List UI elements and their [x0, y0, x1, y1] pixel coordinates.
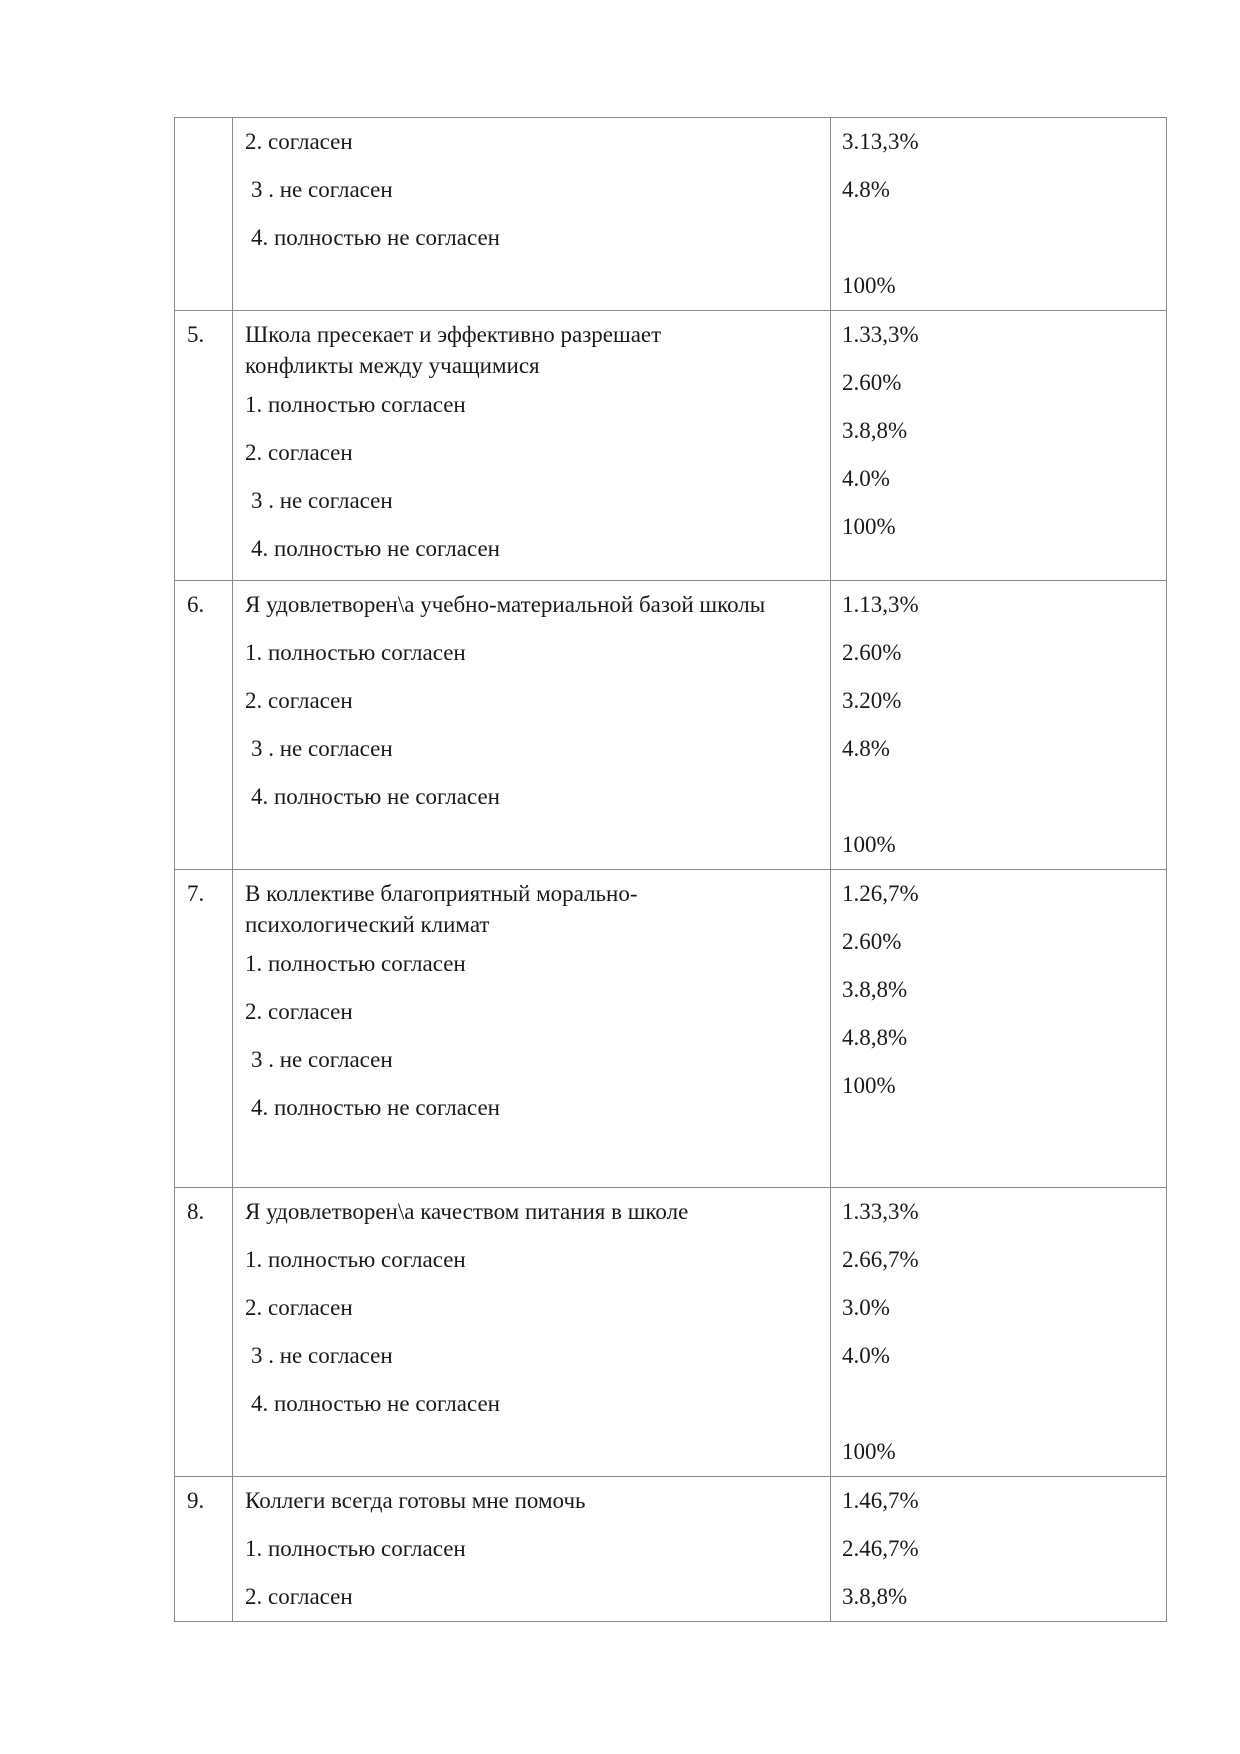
question-text: Я удовлетворен\а учебно-материальной базой школы: [245, 592, 766, 617]
percent-value: 2.66,7%: [842, 1247, 919, 1272]
question-text: Я удовлетворен\а качеством питания в школе: [245, 1199, 689, 1224]
percent-value: 2.60%: [842, 640, 902, 665]
percent-value: 1.13,3%: [842, 592, 919, 617]
percent-value: 4.8,8%: [842, 1025, 908, 1050]
question-text: В коллективе благоприятный морально-психологический климат: [245, 881, 638, 937]
answer-option: 1. полностью согласен: [245, 640, 466, 665]
row-number: 7.: [187, 881, 205, 906]
percent-value: 3.20%: [842, 688, 902, 713]
percent-cell: [831, 311, 1167, 581]
percent-value: 3.13,3%: [842, 129, 919, 154]
answer-option: 1. полностью согласен: [245, 1247, 466, 1272]
question-text: Коллеги всегда готовы мне помочь: [245, 1488, 586, 1513]
row-number: 8.: [187, 1199, 205, 1224]
question-text: Школа пресекает и эффективно разрешает конфликты между учащимися: [245, 322, 662, 378]
percent-value: 3.0%: [842, 1295, 890, 1320]
percent-total: 100%: [842, 1073, 896, 1098]
percent-value: 3.8,8%: [842, 418, 908, 443]
percent-value: 1.33,3%: [842, 1199, 919, 1224]
question-cell: [233, 118, 831, 311]
row-number-cell: [175, 870, 233, 1188]
answer-option: 2. согласен: [245, 1584, 353, 1609]
table-row: [175, 1188, 1167, 1477]
percent-value: 4.8%: [842, 736, 890, 761]
table-row: [175, 311, 1167, 581]
percent-cell: [831, 581, 1167, 870]
percent-total: 100%: [842, 1439, 896, 1464]
row-number: 5.: [187, 322, 205, 347]
answer-option: 2. согласен: [245, 999, 353, 1024]
percent-value: 3.8,8%: [842, 977, 908, 1002]
answer-option: 4. полностью не согласен: [251, 784, 500, 809]
percent-value: [842, 773, 1156, 821]
percent-value: [842, 214, 1156, 262]
percent-value: 2.46,7%: [842, 1536, 919, 1561]
question-cell: [233, 1477, 831, 1622]
answer-option: 4. полностью не согласен: [251, 1391, 500, 1416]
percent-value: [842, 1380, 1156, 1428]
percent-cell: [831, 1188, 1167, 1477]
percent-value: 4.0%: [842, 466, 890, 491]
answer-option: 4. полностью не согласен: [251, 536, 500, 561]
row-number: 6.: [187, 592, 205, 617]
percent-value: 2.60%: [842, 929, 902, 954]
percent-cell: [831, 118, 1167, 311]
answer-option: 1. полностью согласен: [245, 392, 466, 417]
question-cell: [233, 581, 831, 870]
percent-total: 100%: [842, 832, 896, 857]
answer-option: 3 . не согласен: [251, 177, 393, 202]
question-cell: [233, 311, 831, 581]
answer-option: 2. согласен: [245, 688, 353, 713]
percent-value: 1.26,7%: [842, 881, 919, 906]
table-row: [175, 118, 1167, 311]
percent-total: 100%: [842, 273, 896, 298]
answer-option: 4. полностью не согласен: [251, 1095, 500, 1120]
answer-option: 1. полностью согласен: [245, 1536, 466, 1561]
question-cell: [233, 870, 831, 1188]
answer-option: 3 . не согласен: [251, 736, 393, 761]
row-number-cell: [175, 581, 233, 870]
answer-option: 3 . не согласен: [251, 1343, 393, 1368]
percent-total: 100%: [842, 514, 896, 539]
percent-value: 3.8,8%: [842, 1584, 908, 1609]
survey-table: [174, 117, 1167, 1622]
row-number-cell: [175, 118, 233, 311]
table-row: [175, 581, 1167, 870]
table-row: [175, 870, 1167, 1188]
percent-value: 1.46,7%: [842, 1488, 919, 1513]
answer-option: 4. полностью не согласен: [251, 225, 500, 250]
answer-option: 2. согласен: [245, 440, 353, 465]
row-number: 9.: [187, 1488, 205, 1513]
answer-option: 3 . не согласен: [251, 1047, 393, 1072]
percent-cell: [831, 870, 1167, 1188]
row-number-cell: [175, 311, 233, 581]
percent-value: 4.0%: [842, 1343, 890, 1368]
answer-option: 2. согласен: [245, 1295, 353, 1320]
row-number-cell: [175, 1477, 233, 1622]
table-row: [175, 1477, 1167, 1622]
row-number-cell: [175, 1188, 233, 1477]
percent-value: 2.60%: [842, 370, 902, 395]
answer-option: 3 . не согласен: [251, 488, 393, 513]
answer-option: 1. полностью согласен: [245, 951, 466, 976]
question-cell: [233, 1188, 831, 1477]
percent-value: 4.8%: [842, 177, 890, 202]
answer-option: 2. согласен: [245, 129, 353, 154]
row-number: [175, 118, 232, 126]
percent-cell: [831, 1477, 1167, 1622]
percent-value: 1.33,3%: [842, 322, 919, 347]
